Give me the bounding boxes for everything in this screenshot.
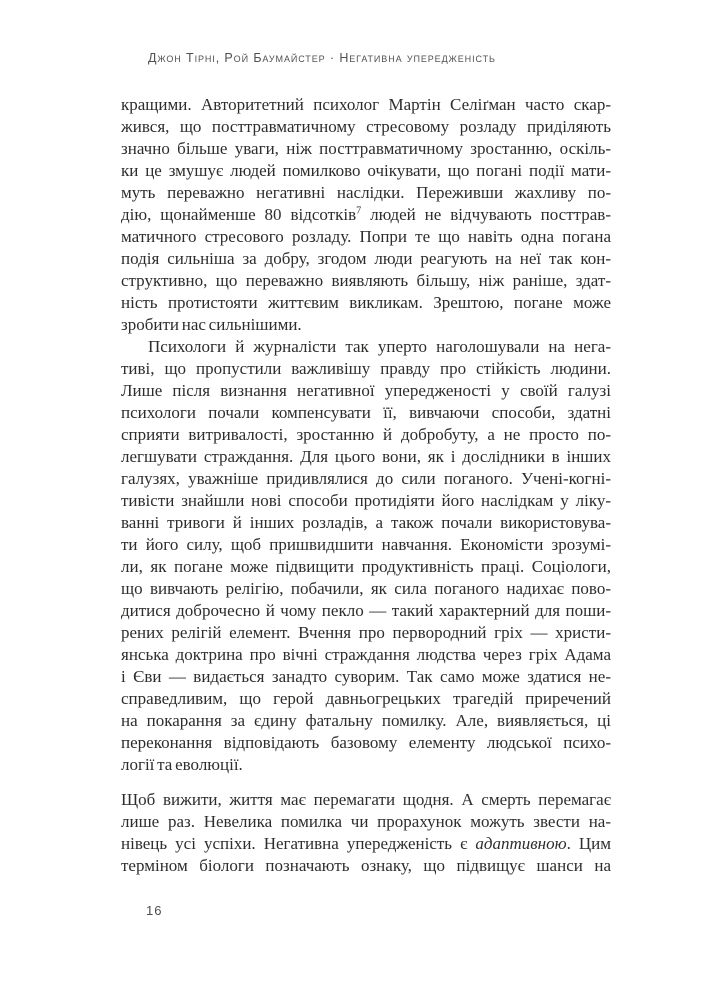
text-line: подія сильніша за добру, згодом люди реагують на неї так кон- (121, 249, 611, 268)
text-line: янська доктрина про вічні страждання людства через гріх Адама (121, 645, 611, 664)
text-line: лише раз. Невелика помилка чи прорахунок можуть звести на- (121, 812, 611, 831)
text-line: матичного стресового розладу. Попри те що навіть одна погана (121, 227, 611, 246)
text-line: Психологи й журналісти так уперто наголошували на нега- (148, 337, 611, 356)
text-line: на покарання за єдину фатальну помилку. Але, виявляється, ці (121, 711, 611, 730)
body-text (121, 94, 611, 877)
text-line: значно більше уваги, ніж посттравматичному зростанню, оскіль- (121, 139, 611, 158)
text-line: ність протистояти життєвим викликам. Зрештою, погане може (121, 293, 611, 312)
text-line: сприяти витривалості, зростанню й добробуту, а не просто по- (121, 425, 611, 444)
text-line: дитися доброчесно й чому пекло — такий характерний для поши- (121, 601, 611, 620)
text-line: легшувати страждання. Для цього вони, як і дослідники в інших (121, 447, 611, 466)
text-line: і Єви — видається занадто суворим. Так само може здатися не- (121, 667, 611, 686)
page-number: 16 (146, 903, 163, 918)
text-line: ки це змушує людей помилково очікувати, що погані події мати- (121, 161, 611, 180)
text-line: нівець усі успіхи. Негативна упередженість є адаптивною. Цим (121, 834, 612, 853)
text-line: тиві, що пропустили важливішу правду про стійкість людини. (121, 359, 611, 378)
text-line: Лише після визнання негативної упередженості у своїй галузі (121, 381, 611, 400)
paragraph (121, 336, 611, 776)
text-line: логії та еволюції. (121, 755, 243, 774)
text-line: дію, щонайменше 80 відсотків$^7$ людей не відчувають посттрав- (121, 205, 611, 224)
text-line: тивісти знайшли нові способи протидіяти його наслідкам у ліку- (121, 491, 611, 510)
text-line: Щоб вижити, життя має перемагати щодня. А смерть перемагає (121, 790, 611, 809)
text-line: кращими. Авторитетний психолог Мартін Селіґман часто скар- (121, 95, 611, 114)
text-line: муть переважно негативні наслідки. Переживши жахливу по- (121, 183, 611, 202)
running-head: Джон Тірні, Рой Баумайстер · Негативна упередженість (148, 51, 496, 65)
text-line: ванні тривоги й інших розладів, а також почали використовува- (121, 513, 611, 532)
text-line: справедливим, що герой давньогрецьких трагедій приречений (121, 689, 611, 708)
text-line: психологи почали компенсувати її, вивчаючи способи, здатні (121, 403, 611, 422)
text-line: ли, як погане може підвищити продуктивність праці. Соціологи, (121, 557, 611, 576)
text-line: зробити нас сильнішими. (121, 315, 302, 334)
paragraph (121, 789, 611, 877)
text-line: ти його силу, щоб пришвидшити навчання. Економісти зрозумі- (121, 535, 611, 554)
text-line: терміном біологи позначають ознаку, що підвищує шанси на (121, 856, 611, 875)
text-line: жився, що посттравматичному стресовому розладу приділяють (121, 117, 611, 136)
paragraph (121, 94, 611, 336)
text-line: структивно, що переважно виявляють більшу, ніж раніше, здат- (121, 271, 611, 290)
text-line: що вивчають релігію, побачили, як сила поганого надихає пово- (121, 579, 611, 598)
text-line: галузях, уважніше придивлялися до сили поганого. Учені-когні- (121, 469, 611, 488)
text-line: рених релігій елемент. Вчення про первородний гріх — христи- (121, 623, 611, 642)
text-line: переконання відповідають базовому елементу людської психо- (121, 733, 611, 752)
